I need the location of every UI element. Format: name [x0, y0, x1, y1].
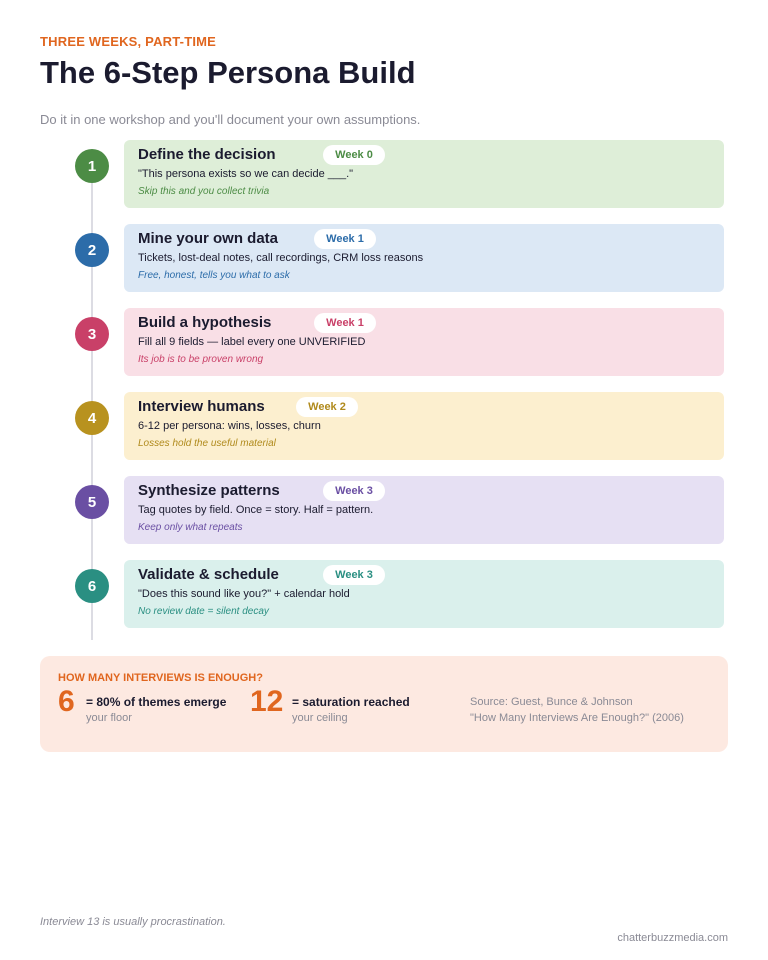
stat-sub-ceiling: your ceiling [292, 712, 348, 724]
step-card [124, 140, 724, 208]
step-note: Free, honest, tells you what to ask [138, 270, 290, 281]
week-badge: Week 0 [323, 145, 385, 165]
stat-label-ceiling: = saturation reached [292, 695, 410, 709]
step-description: "This persona exists so we can decide ___." [138, 168, 354, 180]
step [0, 476, 768, 544]
step-title: Build a hypothesis [138, 314, 272, 331]
step-number: 4 [75, 401, 109, 435]
subtitle: Do it in one workshop and you'll document your own assumptions. [40, 112, 421, 127]
week-badge: Week 3 [323, 481, 385, 501]
step-note: Skip this and you collect trivia [138, 186, 270, 197]
step-note: No review date = silent decay [138, 606, 269, 617]
week-badge: Week 1 [314, 229, 376, 249]
stat-number-ceiling: 12 [250, 685, 284, 718]
step [0, 308, 768, 376]
step-note: Keep only what repeats [138, 522, 243, 533]
source-line-1: Source: Guest, Bunce & Johnson [470, 696, 633, 708]
step-description: 6-12 per persona: wins, losses, churn [138, 420, 321, 432]
week-badge: Week 1 [314, 313, 376, 333]
step-description: Tag quotes by field. Once = story. Half = pattern. [138, 504, 374, 516]
step-number: 6 [75, 569, 109, 603]
stat-label-floor: = 80% of themes emerge [86, 695, 227, 709]
step-description: Fill all 9 fields — label every one UNVERIFIED [138, 336, 366, 348]
step-card [124, 308, 724, 376]
week-badge: Week 2 [296, 397, 358, 417]
step-number: 3 [75, 317, 109, 351]
step-number: 2 [75, 233, 109, 267]
eyebrow: THREE WEEKS, PART-TIME [40, 34, 217, 49]
page-title: The 6-Step Persona Build [40, 55, 416, 90]
step-number: 1 [75, 149, 109, 183]
step-note: Its job is to be proven wrong [138, 354, 264, 365]
stats-heading: HOW MANY INTERVIEWS IS ENOUGH? [58, 672, 263, 684]
step-number: 5 [75, 485, 109, 519]
footer-site: chatterbuzzmedia.com [617, 932, 728, 944]
step-card [124, 392, 724, 460]
step-card [124, 224, 724, 292]
step [0, 224, 768, 292]
step-title: Validate & schedule [138, 566, 279, 583]
stat-sub-floor: your floor [86, 712, 132, 724]
week-badge: Week 3 [323, 565, 385, 585]
step [0, 560, 768, 628]
step-card [124, 560, 724, 628]
step-title: Synthesize patterns [138, 482, 280, 499]
step [0, 140, 768, 208]
step-note: Losses hold the useful material [138, 438, 276, 449]
source-line-2: "How Many Interviews Are Enough?" (2006) [470, 712, 684, 724]
footer-note: Interview 13 is usually procrastination. [40, 916, 226, 928]
step-card [124, 476, 724, 544]
step-description: Tickets, lost-deal notes, call recordings, CRM loss reasons [138, 252, 424, 264]
stat-number-floor: 6 [58, 685, 75, 718]
step [0, 392, 768, 460]
step-description: "Does this sound like you?" + calendar hold [138, 588, 350, 600]
step-title: Interview humans [138, 398, 265, 415]
step-title: Mine your own data [138, 230, 279, 247]
step-title: Define the decision [138, 146, 276, 163]
interview-stats-box [40, 656, 728, 752]
